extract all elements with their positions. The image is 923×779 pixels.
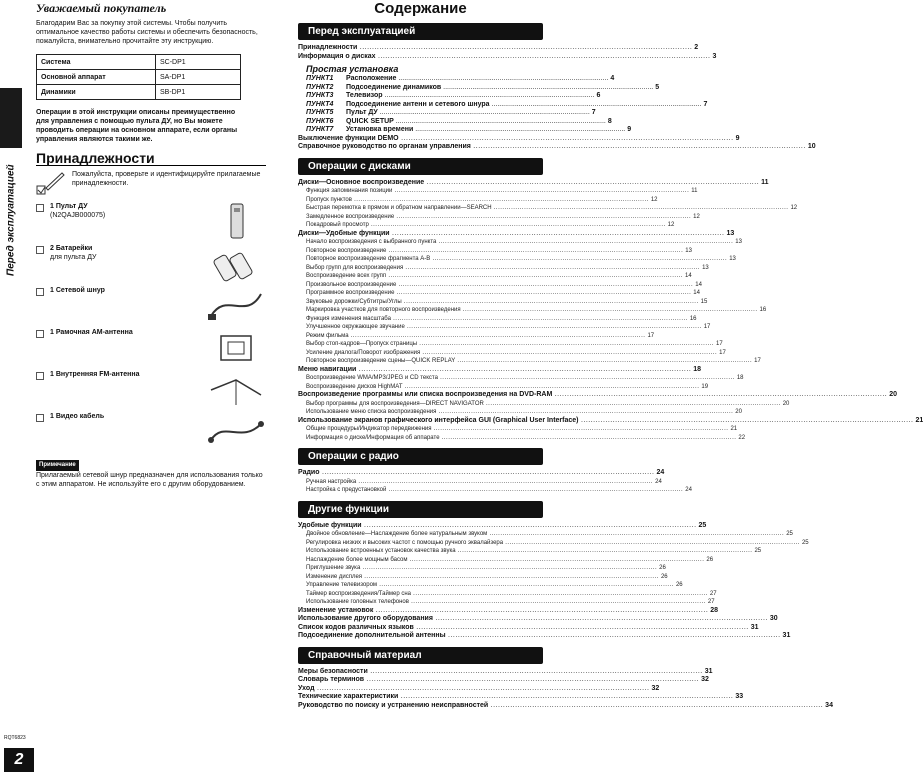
- toc-entry-title: Выключение функции DEMO .....: [298, 135, 734, 144]
- toc-entry: [298, 374, 744, 383]
- toc-title: Содержание: [374, 0, 467, 17]
- setup-step: [298, 100, 708, 110]
- toc-entry-page: 17: [647, 332, 655, 339]
- toc-entry-page: 34: [825, 701, 833, 709]
- toc-entry-title: Настройка с предустановкой .....: [306, 486, 683, 495]
- toc-entry-title: Уход .....: [298, 685, 649, 694]
- toc-entry: [298, 573, 668, 582]
- toc-entry-page: 14: [695, 281, 702, 288]
- toc-entry-title: Покадровый просмотр .....: [306, 221, 666, 230]
- accessory-item: [36, 370, 266, 412]
- toc-entry: [298, 521, 707, 531]
- toc-entry-title: Диски—Основное воспроизведение .....: [298, 179, 759, 188]
- toc-entry-title: Диски—Удобные функции .....: [298, 230, 725, 239]
- toc-entry-page: 9: [735, 134, 740, 142]
- toc-entry: [298, 469, 665, 478]
- step-page: 7: [591, 109, 596, 116]
- toc-entry-title: Общие процедуры/Индикатор передвижения .....: [306, 425, 728, 434]
- accessory-text: [50, 412, 150, 421]
- accessories-heading: Принадлежности: [36, 154, 266, 166]
- toc-entry-title: Замедленное воспроизведение .....: [306, 213, 691, 222]
- toc-entry-title: Информация о дисках .....: [298, 53, 710, 62]
- toc-entry-title: Принадлежности .....: [298, 44, 692, 53]
- toc-entry: [298, 44, 699, 53]
- toc-entry-title: Произвольное воспроизведение .....: [306, 281, 693, 290]
- toc-entry: [298, 52, 717, 62]
- toc-entry-title: Изменение установок .....: [298, 607, 708, 616]
- toc-entry-title: Использование другого оборудования .....: [298, 615, 768, 624]
- toc-entry-title: Воспроизведение дисков HighMAT .....: [306, 383, 699, 392]
- checkbox-icon: [36, 372, 44, 380]
- toc-entry-page: 24: [656, 469, 665, 476]
- note-tag: Примечание: [36, 460, 79, 471]
- toc-entry: [298, 676, 709, 685]
- toc-entry-page: 32: [651, 684, 660, 692]
- toc-entry-page: 14: [685, 273, 692, 279]
- page-number: 2: [4, 748, 34, 772]
- toc-entry-page: 28: [710, 606, 719, 614]
- accessories-intro: [36, 170, 266, 196]
- toc-entry-title: Начало воспроизведения с выбранного пункта .....: [306, 238, 733, 247]
- model-value: SB-DP1: [156, 85, 241, 100]
- toc-entry: [298, 196, 658, 205]
- subsection-heading: Простая установка: [306, 64, 399, 74]
- toc-entry: [298, 590, 717, 599]
- toc-entry: [298, 598, 715, 607]
- model-row: [37, 70, 241, 85]
- accessory-text: [50, 328, 150, 337]
- toc-entry-page: 24: [655, 478, 662, 485]
- toc-entry: [298, 238, 742, 247]
- toc-entry-page: 12: [650, 196, 658, 203]
- toc-entry: [298, 264, 709, 273]
- toc-entry-page: 25: [754, 548, 762, 554]
- toc-entry-page: 19: [701, 383, 709, 390]
- toc-entry-title: Повторное воспроизведение сцены—QUICK REPLAY .....: [306, 357, 752, 366]
- accessory-item: [36, 244, 266, 286]
- toc-entry-title: Повторное воспроизведение .....: [306, 247, 683, 256]
- toc-entry: [298, 255, 736, 264]
- toc-entry-page: 12: [790, 205, 798, 211]
- toc-entry: [298, 486, 692, 495]
- toc-entry-page: 31: [782, 632, 791, 639]
- step-code: ПУНКТ3: [306, 92, 334, 99]
- remote-icon: [206, 202, 266, 240]
- accessory-text: [50, 370, 150, 379]
- toc-entry-page: 10: [807, 143, 816, 150]
- toc-entry-page: 25: [786, 531, 793, 537]
- toc-entry: [298, 143, 816, 152]
- step-code: ПУНКТ1: [306, 75, 334, 82]
- toc-entry-page: 2: [694, 44, 699, 51]
- am-antenna-icon: [206, 328, 266, 366]
- accessory-item: [36, 328, 266, 370]
- toc-entry-page: 13: [685, 247, 692, 254]
- toc-entry-page: 33: [735, 693, 744, 700]
- accessories-intro-text: Пожалуйста, проверьте и идентифицируйте прилагаемые принадлежности.: [72, 171, 261, 187]
- toc-entry: [298, 289, 700, 298]
- toc-entry: [298, 315, 697, 324]
- toc-entry-title: Выбор групп для воспроизведения .....: [306, 264, 700, 273]
- toc-entry: [298, 606, 719, 616]
- toc-entry-title: Технические характеристики .....: [298, 693, 733, 702]
- setup-step: [298, 117, 612, 127]
- toc-entry-title: Усиление диалога/Поворот изображения .....: [306, 349, 717, 358]
- toc-entry-page: 22: [738, 434, 746, 441]
- toc-entry-title: Выбор программы для воспроизведения—DIRECT NAVIGATOR .....: [306, 400, 781, 409]
- toc-entry: [298, 632, 791, 641]
- step-code: ПУНКТ6: [306, 117, 334, 125]
- toc-entry-title: Приглушение звука .....: [306, 564, 657, 573]
- toc-entry-page: 30: [769, 615, 778, 622]
- toc-entry-page: 13: [735, 239, 742, 245]
- toc-entry-page: 12: [667, 222, 675, 228]
- toc-entry-title: Руководство по поиску и устранению неисправностей .....: [298, 702, 823, 711]
- checkbox-icon: [36, 288, 44, 296]
- accessory-name: 2 Батарейки: [50, 245, 93, 252]
- toc-entry-page: 25: [698, 521, 707, 529]
- remote-note: Операции в этой инструкции описаны преимущественно для управления с помощью пульта ДУ, но Вы можете проводить операции на основном аппарате, если органы управления являются такими же.: [36, 109, 238, 143]
- toc-entry-page: 26: [706, 556, 714, 563]
- accessory-text: [50, 286, 150, 295]
- side-tab-marker: [0, 88, 22, 148]
- step-code: ПУНКТ2: [306, 83, 334, 91]
- toc-entry-title: Словарь терминов .....: [298, 676, 699, 685]
- toc-entry-page: 11: [691, 188, 698, 194]
- toc-entry-title: Управление телевизором .....: [306, 581, 674, 590]
- toc-entry: [298, 306, 767, 315]
- toc-entry: [298, 298, 708, 307]
- step-page: 8: [607, 117, 612, 125]
- battery-icon: [206, 244, 266, 282]
- accessory-item: [36, 412, 266, 454]
- toc-entry-title: Программное воспроизведение .....: [306, 289, 691, 298]
- step-page: 9: [627, 126, 632, 133]
- setup-step: [298, 92, 601, 101]
- toc-entry-page: 32: [701, 676, 709, 683]
- step-code: ПУНКТ4: [306, 100, 334, 108]
- toc-entry-title: Список кодов различных языков .....: [298, 624, 749, 633]
- toc-entry: [298, 530, 793, 539]
- toc-entry-title: Наслаждение более мощным басом .....: [306, 556, 704, 565]
- toc-entry-title: Использование экранов графического интерфейса GUI (Graphical User Interface) .....: [298, 417, 913, 426]
- model-label: Основной аппарат: [37, 70, 156, 85]
- setup-step: [298, 75, 615, 84]
- toc-entry-page: 13: [726, 229, 735, 237]
- toc-entry-title: Маркировка участков для повторного воспроизведения .....: [306, 306, 758, 315]
- toc-entry-page: 25: [801, 539, 809, 546]
- step-title: QUICK SETUP .....: [346, 118, 606, 127]
- toc-entry-title: Пропуск пунктов .....: [306, 196, 649, 205]
- toc-entry: [298, 684, 660, 694]
- toc-entry-title: Изменение дисплея .....: [306, 573, 659, 582]
- toc-entry-title: Воспроизведение программы или списка воспроизведения на DVD-RAM .....: [298, 391, 887, 400]
- video-cable-icon: [206, 412, 266, 450]
- step-page: 5: [655, 83, 660, 91]
- toc-entry: [298, 425, 738, 434]
- toc-entry-page: 15: [700, 298, 708, 305]
- toc-entry-title: Звуковые дорожки/Субтитры/Углы .....: [306, 298, 699, 307]
- toc-entry-page: 21: [915, 416, 923, 424]
- toc-entry: [298, 340, 723, 349]
- accessory-item: [36, 286, 266, 328]
- checkbox-icon: [36, 204, 44, 212]
- toc-entry-title: Быстрая перемотка в прямом и обратном направлении—SEARCH .....: [306, 204, 788, 213]
- section-banner: Справочный материал: [298, 647, 543, 664]
- step-page: 6: [596, 92, 601, 99]
- toc-entry: [298, 229, 735, 239]
- note-text: Прилагаемый сетевой шнур предназначен для использования только с этим аппаратом. Не используйте его с другим оборудованием.: [36, 472, 263, 488]
- toc-entry: [298, 693, 744, 702]
- toc-entry-title: Использование головных телефонов .....: [306, 598, 706, 607]
- toc-entry: [298, 204, 798, 213]
- toc-entry-page: 17: [716, 341, 723, 347]
- toc-entry: [298, 134, 740, 144]
- toc-entry: [298, 383, 709, 392]
- toc-entry-page: 17: [719, 349, 726, 356]
- checkbox-icon: [36, 414, 44, 422]
- toc-entry-page: 21: [730, 426, 738, 432]
- toc-entry-page: 26: [675, 582, 683, 588]
- accessories-list: [36, 202, 266, 454]
- step-title: Подсоединение антенн и сетевого шнура .....: [346, 101, 702, 110]
- greeting-heading: Уважаемый покупатель: [36, 1, 167, 15]
- step-title: Телевизор .....: [346, 92, 595, 101]
- model-label: Система: [37, 55, 156, 70]
- left-column: [36, 1, 266, 489]
- step-title: Установка времени .....: [346, 126, 625, 135]
- toc-entry-title: Меню навигации .....: [298, 366, 691, 375]
- toc-entry: [298, 281, 702, 290]
- checkbox-icon: [36, 246, 44, 254]
- accessory-name: 1 Внутренняя FM-антенна: [50, 371, 140, 378]
- accessory-name: 1 Сетевой шнур: [50, 287, 105, 294]
- toc-entry-page: 24: [685, 487, 692, 493]
- toc-entry-page: 26: [660, 573, 668, 580]
- toc-entry: [298, 701, 833, 711]
- toc-entry-title: Таймер воспроизведения/Таймер сна .....: [306, 590, 708, 599]
- toc-entry-page: 20: [889, 391, 898, 398]
- toc-entry-page: 20: [782, 400, 790, 407]
- checkbox-icon: [36, 330, 44, 338]
- toc-entry: [298, 400, 790, 409]
- toc-entry-page: 13: [729, 256, 736, 262]
- toc-entry: [298, 556, 714, 565]
- toc-entry-title: Использование меню списка воспроизведения .....: [306, 408, 733, 417]
- toc-entry: [298, 416, 923, 426]
- toc-entry-page: 20: [735, 409, 742, 415]
- toc-entry-page: 11: [761, 178, 769, 186]
- step-title: Подсоединение динамиков .....: [346, 84, 653, 93]
- section-banner: Операции с радио: [298, 448, 543, 465]
- toc-entry: [298, 539, 809, 548]
- accessory-name: 1 Рамочная АМ-антенна: [50, 329, 133, 336]
- model-value: SA-DP1: [156, 70, 241, 85]
- toc-entry: [298, 221, 675, 230]
- toc-entry: [298, 623, 759, 633]
- toc-entry-page: 27: [709, 590, 717, 597]
- toc-entry: [298, 667, 713, 677]
- model-label: Динамики: [37, 85, 156, 100]
- toc-entry: [298, 247, 692, 256]
- toc-entry-page: 31: [704, 667, 713, 675]
- step-title: Пульт ДУ .....: [346, 109, 590, 118]
- toc-entry: [298, 272, 692, 281]
- toc-entry: [298, 581, 683, 590]
- toc-entry-title: Меры безопасности .....: [298, 668, 703, 677]
- model-row: [37, 85, 241, 100]
- toc-entry: [298, 547, 762, 556]
- accessory-sub: для пульта ДУ: [50, 254, 97, 261]
- toc-entry-page: 16: [689, 315, 697, 322]
- toc-entry: [298, 213, 700, 222]
- toc-entry-title: Справочное руководство по органам управления .....: [298, 143, 806, 152]
- toc-entry: [298, 408, 742, 417]
- toc-entry: [298, 615, 778, 624]
- toc-entry-title: Регулировка низких и высоких частот с помощью ручного эквалайзера .....: [306, 539, 800, 548]
- toc-entry-title: Удобные функции .....: [298, 522, 697, 531]
- toc-entry-page: 12: [693, 213, 700, 220]
- step-page: 7: [703, 100, 708, 108]
- toc-entry: [298, 434, 746, 443]
- setup-step: [298, 83, 660, 93]
- toc-entry-title: Двойное обновление—Наслаждение более натуральным звуком .....: [306, 530, 784, 539]
- models-table: [36, 54, 241, 100]
- toc-entry-page: 31: [750, 623, 759, 631]
- toc-entry-title: Радио .....: [298, 469, 654, 478]
- toc-entry: [298, 478, 662, 487]
- step-page: 4: [610, 75, 615, 82]
- toc-entry-title: Информация о диске/Информация об аппарате .....: [306, 434, 736, 443]
- toc-entry-page: 13: [702, 264, 709, 271]
- toc-entry-page: 14: [693, 290, 700, 296]
- toc-entry-page: 17: [703, 324, 711, 330]
- step-code: ПУНКТ5: [306, 109, 334, 116]
- setup-step: [298, 126, 632, 135]
- toc-entry-page: 18: [736, 375, 744, 381]
- toc-entry-title: Ручная настройка .....: [306, 478, 653, 487]
- toc-entry: [298, 564, 666, 573]
- model-value: SC-DP1: [156, 55, 241, 70]
- toc-entry-page: 26: [659, 565, 666, 571]
- intro-text: Благодарим Вас за покупку этой системы. Чтобы получить оптимальное качество работы системы и обеспечить безопасность, пожалуйста, внимательно прочитайте эту инструкцию.: [36, 20, 258, 45]
- toc-entry: [298, 187, 698, 196]
- toc-entry-title: Использование встроенных установок качества звука .....: [306, 547, 752, 556]
- toc-entry-title: Улучшенное окружающее звучание .....: [306, 323, 702, 332]
- toc-entry-page: 18: [693, 365, 702, 373]
- toc-entry: [298, 391, 898, 400]
- toc-entry: [298, 332, 655, 341]
- toc-entry-title: Воспроизведение всех групп .....: [306, 272, 683, 281]
- accessory-item: [36, 202, 266, 244]
- toc-entry: [298, 178, 769, 188]
- toc-entry: [298, 357, 761, 366]
- toc-column: [298, 0, 923, 710]
- accessory-name: 1 Видео кабель: [50, 413, 105, 420]
- step-title: Расположение .....: [346, 75, 608, 84]
- toc-entry-title: Воспроизведение WMA/MP3/JPEG и CD текста .....: [306, 374, 735, 383]
- toc-entry-title: Функция запоминания позиции .....: [306, 187, 689, 196]
- side-section-label: Перед эксплуатацией: [5, 164, 17, 276]
- accessory-name: 1 Пульт ДУ: [50, 203, 88, 210]
- toc-entry-page: 16: [759, 307, 767, 313]
- section-banner: Операции с дисками: [298, 158, 543, 175]
- accessory-text: [50, 244, 150, 262]
- toc-entry-title: Функция изменения масштаба .....: [306, 315, 688, 324]
- section-banner: Перед эксплуатацией: [298, 23, 543, 40]
- model-row: [37, 55, 241, 70]
- section-banner: Другие функции: [298, 501, 543, 518]
- toc-entry-page: 3: [712, 52, 717, 60]
- toc-entry-title: Режим фильма .....: [306, 332, 645, 341]
- power-cord-icon: [206, 286, 266, 324]
- accessory-sub: (N2QAJB000075): [50, 212, 106, 219]
- setup-step: [298, 109, 596, 118]
- fm-antenna-icon: [206, 370, 266, 408]
- toc-entry-page: 27: [707, 599, 715, 605]
- toc-entry-title: Подсоединение дополнительной антенны .....: [298, 632, 781, 641]
- toc-entry: [298, 365, 702, 375]
- pencil-check-icon: [36, 170, 66, 196]
- toc-entry: [298, 349, 726, 358]
- toc-entry: [298, 323, 711, 332]
- doc-code: RQT6823: [4, 735, 26, 741]
- toc-entry-title: Выбор стоп-кадров—Пропуск страницы .....: [306, 340, 714, 349]
- toc-entry-title: Повторное воспроизведение фрагмента A-B .....: [306, 255, 727, 264]
- accessory-text: [50, 202, 150, 220]
- toc-entry-page: 17: [754, 358, 761, 364]
- step-code: ПУНКТ7: [306, 126, 334, 133]
